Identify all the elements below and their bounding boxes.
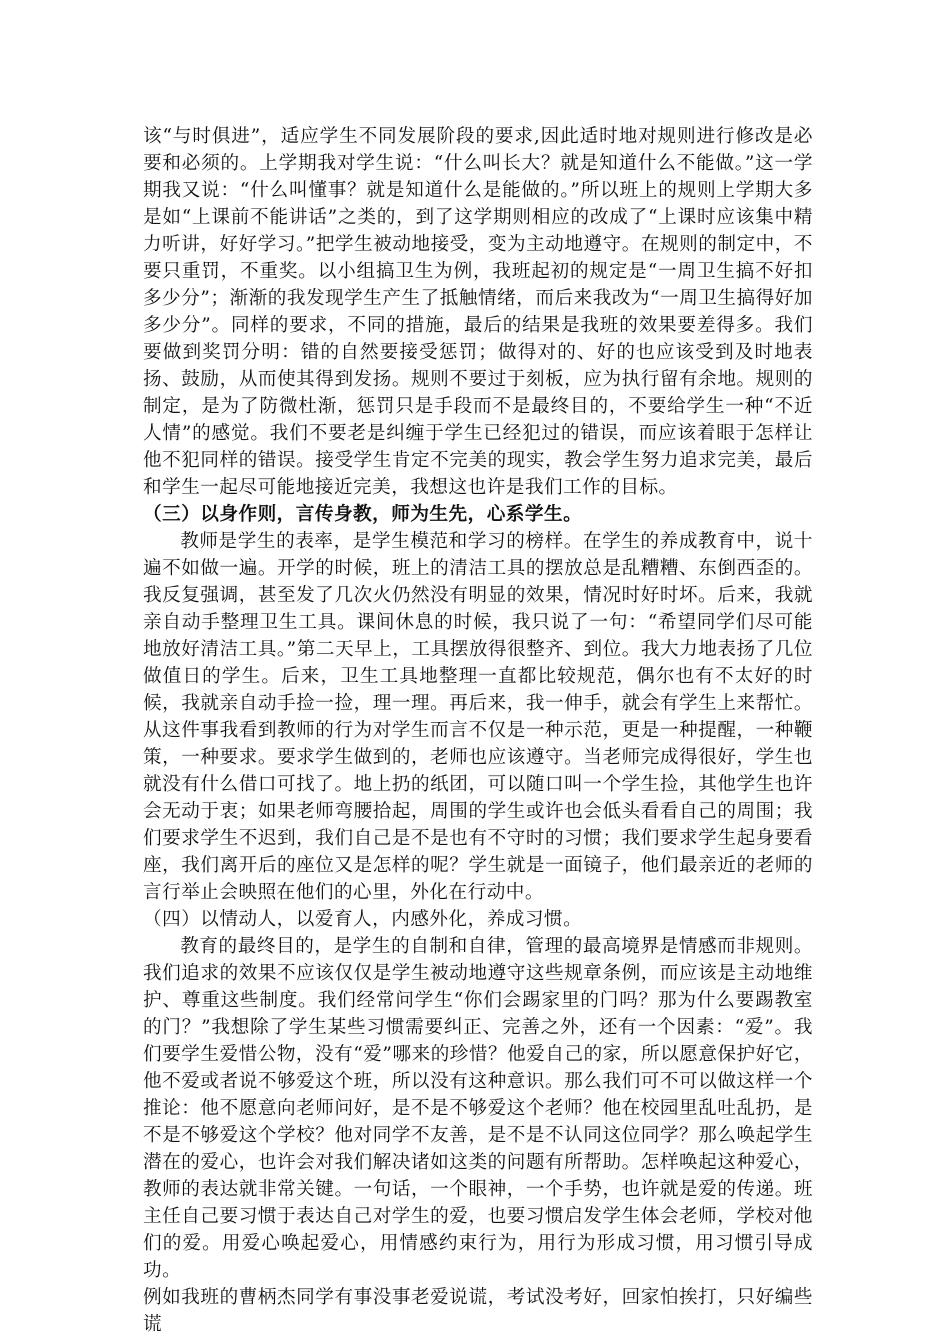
section-heading-4: （四）以情动人，以爱育人，内感外化，养成习惯。 xyxy=(143,909,583,930)
paragraph-educate-with-love: 教育的最终目的，是学生的自制和自律，管理的最高境界是情感而非规则。我们追求的效果不应该仅仅是学生被动地遵守这些规章条例，而应该是主动地维护、尊重这些制度。我们经常问学生“你们会踢家里的门吗？那为什么要踢教室的门？”我想除了学生某些习惯需要纠正、完善之外，还有一个因素：“爱”。我们要学生爱惜公物，没有“爱”哪来的珍惜？他爱自己的家，所以愿意保护好它，他不爱或者说不够爱这个班，所以没有这种意识。那么我们可不可以做这样一个推论：他不愿意向老师问好，是不是不够爱这个老师？他在校园里乱吐乱扔，是不是不够爱这个学校？他对同学不友善，是不是不认同这位同学？那么唤起学生潜在的爱心，也许会对我们解决诸如这类的问题有所帮助。怎样唤起这种爱心，教师的表达就非常关键。一句话，一个眼神，一个手势，也许就是爱的传递。班主任自己要习惯于表达自己对学生的爱，也要习惯启发学生体会老师，学校对他们的爱。用爱心唤起爱心，用情感约束行为，用行为形成习惯，用习惯引导成功。 xyxy=(143,936,813,1281)
paragraph-rules-revision: 该“与时俱进”，适应学生不同发展阶段的要求,因此适时地对规则进行修改是必要和必须的。上学期我对学生说：“什么叫长大？就是知道什么不能做。”这一学期我又说：“什么叫懂事？就是知道什么是能做的。”所以班上的规则上学期大多是如“上课前不能讲话”之类的，到了这学期则相应的改成了“上课时应该集中精力听讲，好好学习。”把学生被动地接受，变为主动地遵守。在规则的制定中，不要只重罚，不重奖。以小组搞卫生为例，我班起初的规定是“一周卫生搞不好扣多少分”；渐渐的我发现学生产生了抵触情绪，而后来我改为“一周卫生搞得好加多少分”。同样的要求，不同的措施，最后的结果是我班的效果要差得多。我们要做到奖罚分明：错的自然要接受惩罚；做得对的、好的也应该受到及时地表扬、鼓励，从而使其得到发扬。规则不要过于刻板，应为执行留有余地。规则的制定，是为了防微杜渐，惩罚只是手段而不是最终目的，不要给学生一种“不近人情”的感觉。我们不要老是纠缠于学生已经犯过的错误，而应该着眼于怎样让他不犯同样的错误。接受学生肯定不完美的现实，教会学生努力追求完美，最后和学生一起尽可能地接近完美，我想这也许是我们工作的目标。 xyxy=(143,126,813,498)
section-heading-3: （三）以身作则，言传身教，师为生先，心系学生。 xyxy=(143,504,583,525)
paragraph-example-student: 例如我班的曹柄杰同学有事没事老爱说谎，考试没考好，回家怕挨打，只好编些谎 xyxy=(143,1287,813,1335)
document-page xyxy=(143,123,813,1338)
paragraph-lead-by-example: 教师是学生的表率，是学生模范和学习的榜样。在学生的养成教育中，说十遍不如做一遍。开学的时候，班上的清洁工具的摆放总是乱糟糟、东倒西歪的。我反复强调，甚至发了几次火仍然没有明显的效果，情况时好时坏。后来，我就亲自动手整理卫生工具。课间休息的时候，我只说了一句：“希望同学们尽可能地放好清洁工具。”第二天早上，工具摆放得很整齐、到位。我大力地表扬了几位做值日的学生。后来，卫生工具地整理一直都比较规范，偶尔也有不太好的时候，我就亲自动手捡一捡，理一理。再后来，我一伸手，就会有学生上来帮忙。从这件事我看到教师的行为对学生而言不仅是一种示范，更是一种提醒，一种鞭策，一种要求。要求学生做到的，老师也应该遵守。当老师完成得很好，学生也就没有什么借口可找了。地上扔的纸团，可以随口叫一个学生捡，其他学生也许会无动于衷；如果老师弯腰拾起，周围的学生或许也会低头看看自己的周围；我们要求学生不迟到，我们自己是不是也有不守时的习惯；我们要求学生起身要看座，我们离开后的座位又是怎样的呢？学生就是一面镜子，他们最亲近的老师的言行举止会映照在他们的心里，外化在行动中。 xyxy=(143,531,813,903)
